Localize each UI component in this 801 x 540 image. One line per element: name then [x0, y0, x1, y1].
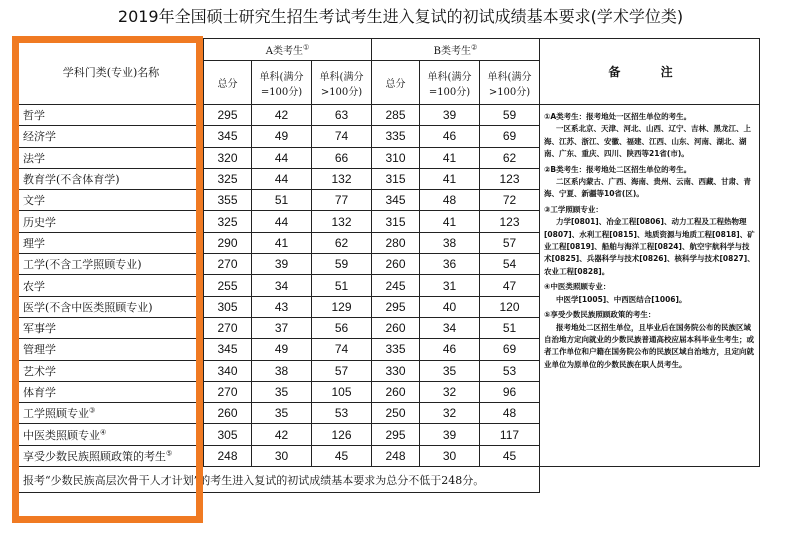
score-cell: 120: [480, 296, 540, 317]
notes-cell: [540, 105, 760, 467]
score-cell: 51: [312, 275, 372, 296]
score-cell: 260: [372, 317, 420, 338]
score-cell: 96: [480, 381, 540, 402]
score-cell: 260: [372, 254, 420, 275]
score-cell: 39: [420, 105, 480, 126]
subject-name: 理学: [19, 232, 204, 253]
score-cell: 290: [204, 232, 252, 253]
score-cell: 345: [372, 190, 420, 211]
score-cell: 74: [312, 339, 372, 360]
subject-name: 工学照顾专业③: [19, 403, 204, 424]
subject-header: 学科门类(专业)名称: [19, 39, 204, 105]
score-cell: 42: [252, 424, 312, 445]
score-cell: 285: [372, 105, 420, 126]
notes-header: 备 注: [540, 39, 760, 105]
score-cell: 345: [204, 339, 252, 360]
score-cell: 260: [204, 403, 252, 424]
score-cell: 340: [204, 360, 252, 381]
score-cell: 355: [204, 190, 252, 211]
score-cell: 129: [312, 296, 372, 317]
score-cell: 35: [252, 403, 312, 424]
score-cell: 248: [204, 445, 252, 466]
page-title: 2019年全国硕士研究生招生考试考生进入复试的初试成绩基本要求(学术学位类): [117, 7, 684, 26]
subject-name: 哲学: [19, 105, 204, 126]
score-cell: 37: [252, 317, 312, 338]
score-cell: 35: [252, 381, 312, 402]
score-cell: 132: [312, 211, 372, 232]
score-cell: 41: [252, 232, 312, 253]
note-item: ④中医类照顾专业： 中医学[1005]、中西医结合[1006]。: [544, 282, 687, 304]
score-cell: 295: [204, 105, 252, 126]
score-cell: 105: [312, 381, 372, 402]
score-cell: 345: [204, 126, 252, 147]
score-cell: 49: [252, 339, 312, 360]
note-item: ①A类考生：报考地处一区招生单位的考生。 一区系北京、天津、河北、山西、辽宁、吉林、黑龙江、上海、江苏、浙江、安徽、福建、江西、山东、河南、湖北、湖南、广东、重庆、四川、陕西等21省(市)。: [544, 112, 751, 159]
score-cell: 34: [252, 275, 312, 296]
score-cell: 38: [252, 360, 312, 381]
score-cell: 42: [252, 105, 312, 126]
score-cell: 305: [204, 296, 252, 317]
score-cell: 74: [312, 126, 372, 147]
note-item: ⑤享受少数民族照顾政策的考生： 报考地处二区招生单位，且毕业后在国务院公布的民族区域自治地方定向就业的少数民族普通高校应届本科毕业生考生；或者工作单位和户籍在国务院公布的民族区域自治地方，且定向就业单位为原单位的少数民族在职人员考生。: [544, 310, 754, 369]
a-single100-header: 单科(满分=100分): [252, 61, 312, 105]
subject-name: 文学: [19, 190, 204, 211]
score-cell: 310: [372, 147, 420, 168]
score-cell: 270: [204, 317, 252, 338]
score-cell: 56: [312, 317, 372, 338]
score-cell: 123: [480, 168, 540, 189]
a-single-over100-header: 单科(满分>100分): [312, 61, 372, 105]
subject-name: 中医类照顾专业④: [19, 424, 204, 445]
score-cell: 57: [312, 360, 372, 381]
score-cell: 315: [372, 211, 420, 232]
score-cell: 69: [480, 339, 540, 360]
score-cell: 295: [372, 296, 420, 317]
score-cell: 34: [420, 317, 480, 338]
subject-name: 教育学(不含体育学): [19, 168, 204, 189]
subject-name: 管理学: [19, 339, 204, 360]
score-cell: 260: [372, 381, 420, 402]
score-cell: 43: [252, 296, 312, 317]
score-cell: 30: [252, 445, 312, 466]
score-cell: 45: [480, 445, 540, 466]
score-cell: 38: [420, 232, 480, 253]
score-cell: 32: [420, 403, 480, 424]
score-cell: 47: [480, 275, 540, 296]
score-cell: 32: [420, 381, 480, 402]
score-cell: 44: [252, 211, 312, 232]
score-cell: 40: [420, 296, 480, 317]
a-group-header: A类考生①: [204, 39, 372, 61]
score-cell: 57: [480, 232, 540, 253]
score-cell: 59: [312, 254, 372, 275]
score-cell: 72: [480, 190, 540, 211]
subject-name: 农学: [19, 275, 204, 296]
score-cell: 63: [312, 105, 372, 126]
score-cell: 270: [204, 254, 252, 275]
score-cell: 44: [252, 147, 312, 168]
score-cell: 117: [480, 424, 540, 445]
score-cell: 248: [372, 445, 420, 466]
score-cell: 54: [480, 254, 540, 275]
score-cell: 132: [312, 168, 372, 189]
score-cell: 45: [312, 445, 372, 466]
subject-name: 法学: [19, 147, 204, 168]
score-cell: 51: [252, 190, 312, 211]
score-cell: 62: [312, 232, 372, 253]
score-cell: 48: [480, 403, 540, 424]
subject-name: 体育学: [19, 381, 204, 402]
subject-name: 艺术学: [19, 360, 204, 381]
score-cell: 48: [420, 190, 480, 211]
subject-name: 军事学: [19, 317, 204, 338]
score-cell: 320: [204, 147, 252, 168]
b-single100-header: 单科(满分=100分): [420, 61, 480, 105]
score-cell: 49: [252, 126, 312, 147]
footer-note: 报考“少数民族高层次骨干人才计划”的考生进入复试的初试成绩基本要求为总分不低于248分。: [19, 467, 540, 493]
score-table: [18, 38, 760, 493]
score-cell: 255: [204, 275, 252, 296]
score-cell: 335: [372, 126, 420, 147]
score-cell: 126: [312, 424, 372, 445]
score-cell: 41: [420, 147, 480, 168]
table-row: [19, 105, 760, 126]
score-cell: 325: [204, 211, 252, 232]
score-cell: 31: [420, 275, 480, 296]
note-item: ③工学照顾专业： 力学[0801]、冶金工程[0806]、动力工程及工程热物理[0807]、水利工程[0815]、地质资源与地质工程[0818]、矿业工程[0819]、船舶与海洋工程[0824]、航空宇航科学与技术[0825]、兵器科学与技术[0826]、核科学与技术[0827]、农业工程[0828]。: [544, 204, 755, 276]
score-cell: 41: [420, 168, 480, 189]
score-cell: 330: [372, 360, 420, 381]
score-cell: 35: [420, 360, 480, 381]
score-cell: 315: [372, 168, 420, 189]
score-cell: 53: [480, 360, 540, 381]
score-cell: 41: [420, 211, 480, 232]
score-cell: 335: [372, 339, 420, 360]
score-cell: 62: [480, 147, 540, 168]
subject-name: 经济学: [19, 126, 204, 147]
score-cell: 30: [420, 445, 480, 466]
score-cell: 39: [252, 254, 312, 275]
score-cell: 250: [372, 403, 420, 424]
score-cell: 46: [420, 339, 480, 360]
score-cell: 51: [480, 317, 540, 338]
score-cell: 245: [372, 275, 420, 296]
score-cell: 39: [420, 424, 480, 445]
score-cell: 270: [204, 381, 252, 402]
score-cell: 325: [204, 168, 252, 189]
subject-name: 医学(不含中医类照顾专业): [19, 296, 204, 317]
b-group-header: B类考生②: [372, 39, 540, 61]
score-cell: 77: [312, 190, 372, 211]
subject-name: 工学(不含工学照顾专业): [19, 254, 204, 275]
score-cell: 46: [420, 126, 480, 147]
b-total-header: 总分: [372, 61, 420, 105]
score-cell: 53: [312, 403, 372, 424]
score-cell: 66: [312, 147, 372, 168]
score-cell: 69: [480, 126, 540, 147]
score-cell: 59: [480, 105, 540, 126]
b-single-over100-header: 单科(满分>100分): [480, 61, 540, 105]
score-cell: 36: [420, 254, 480, 275]
score-cell: 295: [372, 424, 420, 445]
a-total-header: 总分: [204, 61, 252, 105]
score-cell: 123: [480, 211, 540, 232]
score-cell: 305: [204, 424, 252, 445]
score-cell: 280: [372, 232, 420, 253]
note-item: ②B类考生：报考地处二区招生单位的考生。 二区系内蒙古、广西、海南、贵州、云南、西藏、甘肃、青海、宁夏、新疆等10省(区)。: [544, 164, 751, 199]
subject-name: 享受少数民族照顾政策的考生⑤: [19, 445, 204, 466]
score-cell: 44: [252, 168, 312, 189]
subject-name: 历史学: [19, 211, 204, 232]
